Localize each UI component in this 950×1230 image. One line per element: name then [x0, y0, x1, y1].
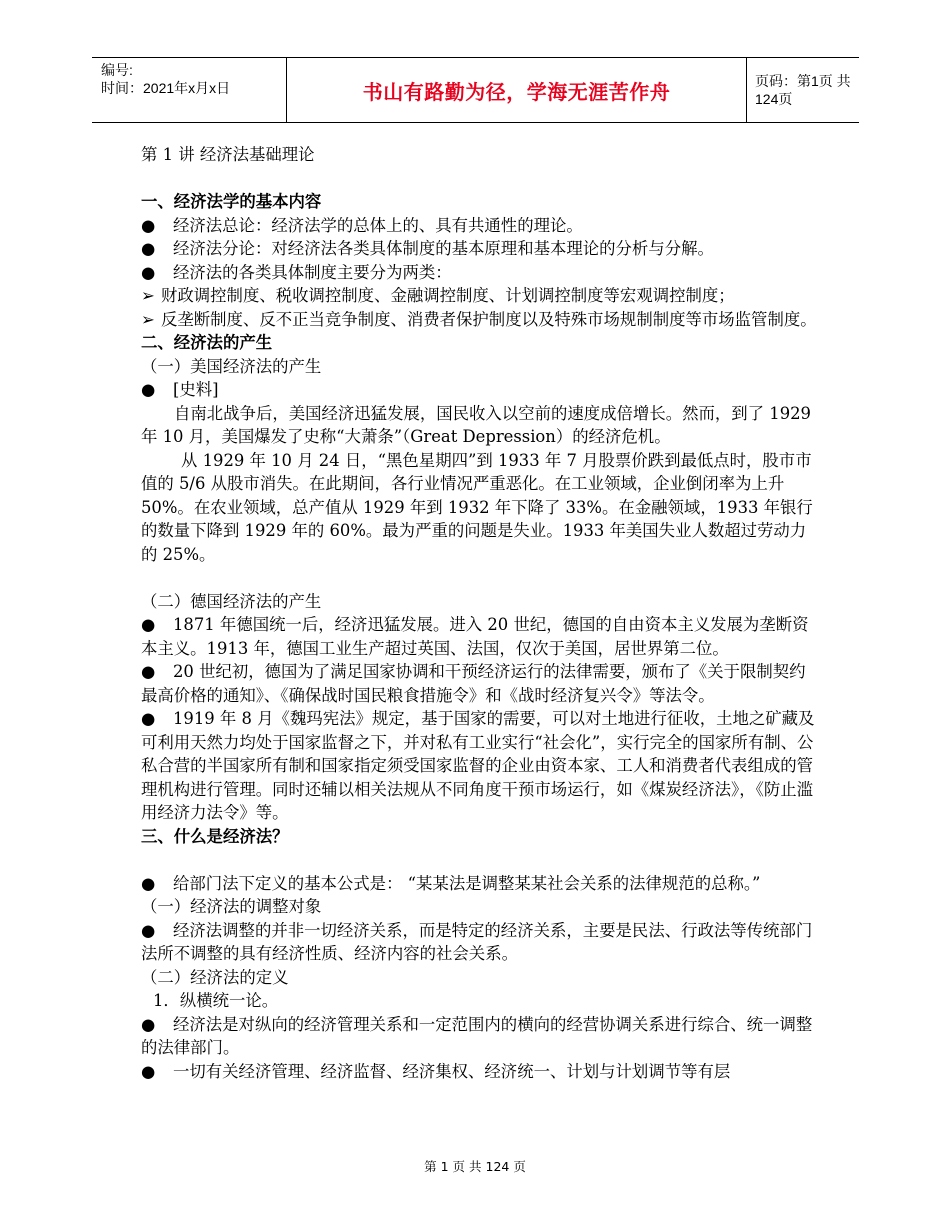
header-middle-cell [286, 58, 747, 122]
header-left-cell [92, 58, 286, 122]
arrow-bullet-icon: ➢ [141, 286, 155, 305]
bullet-item: ● 经济法分论：对经济法各类具体制度的基本原理和基本理论的分析与分解。 [141, 237, 821, 261]
arrow-bullet-icon: ➢ [141, 309, 155, 329]
arrow-item: ➢ 反垄断制度、反不正当竞争制度、消费者保护制度以及特殊市场规制制度等市场监管制度。 [141, 308, 821, 332]
section-heading: 二、经济法的产生 [141, 333, 273, 352]
bullet-dot-icon: ● [141, 662, 156, 681]
subsection-heading: （一）经济法的调整对象 [141, 897, 322, 916]
arrow-item: ➢ 财政调控制度、税收调控制度、金融调控制度、计划调控制度等宏观调控制度； [141, 284, 821, 308]
bullet-item: ● 经济法总论：经济法学的总体上的、具有共通性的理论。 [141, 214, 821, 238]
paragraph: 自南北战争后，美国经济迅猛发展，国民收入以空前的速度成倍增长。然而，到了 1929 年 10 月，美国爆发了史称“大萧条”（Great Depression）的经济危机。 [141, 403, 811, 446]
bullet-item: ● 给部门法下定义的基本公式是： “某某法是调整某某社会关系的法律规范的总称。” [141, 872, 821, 896]
bullet-dot-icon: ● [141, 262, 156, 282]
bullet-dot-icon: ● [141, 239, 156, 258]
number-label: 编号: [101, 62, 133, 78]
bullet-dot-icon: ● [141, 1014, 156, 1034]
page-footer: 第 1 页 共 124 页 [424, 1159, 526, 1174]
bullet-item: ● 一切有关经济管理、经济监督、经济集权、经济统一、计划与计划调节等有层 [141, 1060, 821, 1084]
bullet-item: ● 经济法调整的并非一切经济关系，而是特定的经济关系，主要是民法、行政法等传统部门法所不调整的具有经济性质、经济内容的社会关系。 [141, 920, 813, 963]
bullet-item: ● 1919 年 8 月《魏玛宪法》规定，基于国家的需要，可以对土地进行征收，土地之矿藏及可利用天然力均处于国家监督之下，并对私有工业实行“社会化”，实行完全的国家所有制、公私合营的半国家所有制和国家指定须受国家监督的企业由资本家、工人和消费者代表组成的管理机构进行管理。同时还辅以相关法规从不同角度干预市场运行，如《煤炭经济法》，《防止滥用经济力法令》等。 [141, 709, 815, 822]
time-label: 时间：2021年x月x日 [101, 80, 231, 96]
section-heading: 三、什么是经济法？ [141, 826, 289, 846]
lecture-title: 第 1 讲 经济法基础理论 [141, 145, 315, 164]
subsection-heading: （一）美国经济法的产生 [141, 356, 322, 376]
header-motto: 书山有路勤为径，学海无涯苦作舟 [362, 79, 671, 104]
bullet-item: ● 经济法是对纵向的经济管理关系和一定范围内的横向的经营协调关系进行综合、统一调整的法律部门。 [141, 1014, 813, 1057]
bullet-item: ● [史料] [141, 378, 821, 402]
page-count-label: 页码：第1页 共124页 [755, 73, 851, 107]
bullet-item: ● 1871 年德国统一后，经济迅猛发展。进入 20 世纪，德国的自由资本主义发展为垄断资本主义。1913 年，德国工业生产超过英国、法国，仅次于美国，居世界第二位。 [141, 615, 809, 658]
bullet-dot-icon: ● [141, 709, 156, 728]
page-header [92, 57, 859, 123]
bullet-dot-icon: ● [141, 380, 156, 399]
section-heading: 一、经济法学的基本内容 [141, 192, 322, 211]
header-right-cell [747, 58, 867, 122]
subsection-heading: （二）德国经济法的产生 [141, 591, 322, 611]
bullet-dot-icon: ● [141, 215, 156, 235]
paragraph: 从 1929 年 10 月 24 日，“黑色星期四”到 1933 年 7 月股票价跌到最低点时，股市市值的 5/6 从股市消失。在此期间，各行业情况严重恶化。在工业领域，企业倒闭率为上升 50%。在农业领域，总产值从 1929 年到 1932 年下降了 33%。在金融领域，1933 年银行的数量下降到 1929 年的 60%。最为严重的问题是失业。1933 年美国失业人数超过劳动力的 25%。 [141, 450, 813, 564]
bullet-item: ● 20 世纪初，德国为了满足国家协调和干预经济运行的法律需要，颁布了《关于限制契约最高价格的通知》、《确保战时国民粮食措施令》和《战时经济复兴令》等法令。 [141, 662, 806, 705]
bullet-dot-icon: ● [141, 920, 156, 940]
document-body [141, 143, 821, 1083]
bullet-dot-icon: ● [141, 873, 156, 893]
bullet-item: ● 经济法的各类具体制度主要分为两类： [141, 261, 821, 285]
subsection-heading: （二）经济法的定义 [141, 967, 289, 987]
numbered-item: 1．纵横统一论。 [153, 991, 279, 1010]
bullet-dot-icon: ● [141, 1061, 156, 1081]
bullet-dot-icon: ● [141, 615, 156, 634]
